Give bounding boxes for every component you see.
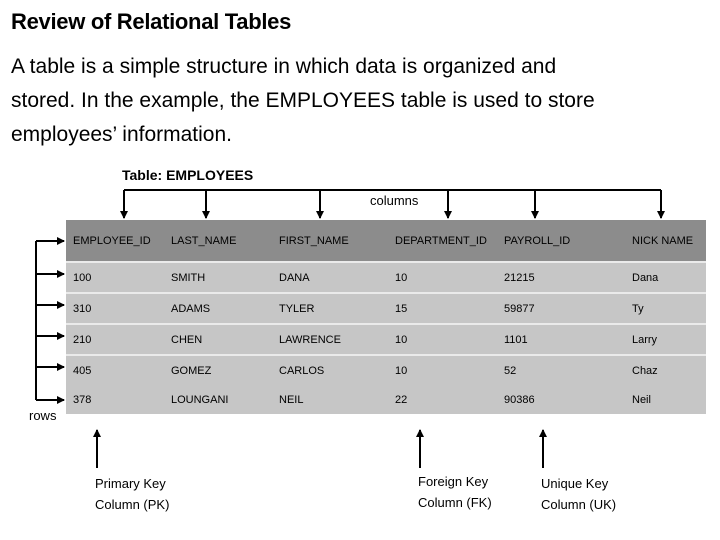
table-cell: SMITH (171, 271, 206, 284)
table-cell: Dana (632, 271, 659, 284)
table-cell: 405 (73, 364, 92, 377)
table-cell: 210 (73, 333, 92, 346)
table-cell: GOMEZ (171, 364, 212, 377)
table-cell: 310 (73, 302, 92, 315)
table-cell: Chaz (632, 364, 658, 377)
table-cell: 15 (395, 302, 408, 315)
table-cell: Larry (632, 333, 658, 346)
table-cell: 59877 (504, 302, 535, 315)
primary-key-label (95, 473, 169, 515)
foreign-key-label (418, 471, 492, 513)
header-first-name: FIRST_NAME (279, 234, 349, 247)
columns-bracket (124, 190, 661, 218)
table-cell: 90386 (504, 393, 535, 406)
key-label-line: Column (UK) (541, 497, 617, 512)
rows-bracket (36, 241, 64, 400)
header-department-id: DEPARTMENT_ID (395, 234, 487, 247)
table-cell: LOUNGANI (171, 393, 229, 406)
key-label-line: Unique Key (541, 476, 609, 491)
table-cell: 378 (73, 393, 92, 406)
table-cell: 52 (504, 364, 517, 377)
intro-line: stored. In the example, the EMPLOYEES table is used to store (11, 89, 595, 112)
key-label-line: Primary Key (95, 476, 166, 491)
table-cell: DANA (279, 271, 310, 284)
key-label-line: Foreign Key (418, 474, 489, 489)
key-label-line: Column (FK) (418, 495, 492, 510)
key-label-line: Column (PK) (95, 497, 170, 512)
header-payroll-id: PAYROLL_ID (504, 234, 571, 247)
table-title: Table: EMPLOYEES (122, 167, 254, 183)
table-cell: Neil (632, 393, 651, 406)
table-cell: NEIL (279, 393, 304, 406)
columns-label: columns (370, 193, 419, 208)
header-last-name: LAST_NAME (171, 234, 237, 247)
table-cell: 10 (395, 364, 408, 377)
table-cell: CARLOS (279, 364, 325, 377)
table-cell: 21215 (504, 271, 535, 284)
table-cell: LAWRENCE (279, 333, 341, 346)
table-cell: 100 (73, 271, 92, 284)
table-cell: 1101 (504, 333, 528, 346)
slide-title: Review of Relational Tables (11, 9, 292, 34)
table-cell: 10 (395, 333, 408, 346)
intro-line: A table is a simple structure in which data is organized and (11, 55, 557, 78)
table-cell: CHEN (171, 333, 203, 346)
header-employee-id: EMPLOYEE_ID (73, 234, 151, 247)
table-cell: 10 (395, 271, 408, 284)
intro-line: employees’ information. (11, 123, 232, 146)
table-cell: ADAMS (171, 302, 211, 315)
table-cell: Ty (632, 302, 644, 315)
unique-key-label (541, 473, 616, 515)
header-nick-name: NICK NAME (632, 234, 694, 247)
table-cell: 22 (395, 393, 408, 406)
table-cell: TYLER (279, 302, 315, 315)
rows-label: rows (29, 408, 57, 423)
